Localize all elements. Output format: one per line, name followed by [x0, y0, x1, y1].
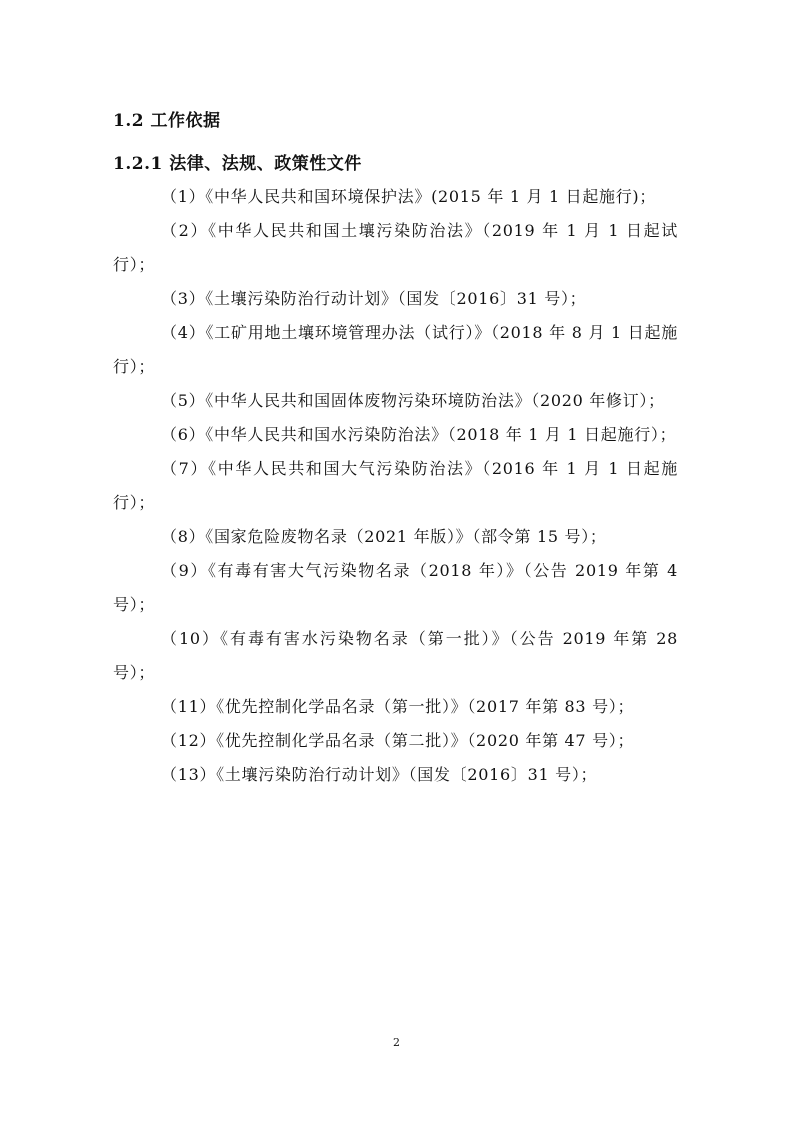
page-number: 2: [393, 1036, 400, 1049]
section-heading: 1.2 工作依据: [113, 111, 221, 131]
list-item: （13）《土壤污染防治行动计划》（国发〔2016〕31 号）；: [161, 765, 598, 784]
list-item: （1）《中华人民共和国环境保护法》(2015 年 1 月 1 日起施行)；: [161, 187, 657, 206]
list-item: （11）《优先控制化学品名录（第一批）》（2017 年第 83 号）；: [161, 697, 635, 716]
list-item: （9）《有毒有害大气污染物名录（2018 年）》（公告 2019 年第 4 号）；: [113, 561, 678, 614]
subsection-heading: 1.2.1 法律、法规、政策性文件: [113, 154, 362, 174]
list-item: （2）《中华人民共和国土壤污染防治法》（2019 年 1 月 1 日起试行）；: [113, 221, 678, 274]
list-item: （7）《中华人民共和国大气污染防治法》（2016 年 1 月 1 日起施行）；: [113, 459, 678, 512]
list-item: （8）《国家危险废物名录（2021 年版）》（部令第 15 号）；: [161, 527, 607, 546]
list-item: （10）《有毒有害水污染物名录（第一批）》（公告 2019 年第 28 号）；: [113, 629, 678, 682]
list-item: （4）《工矿用地土壤环境管理办法（试行）》（2018 年 8 月 1 日起施行）；: [113, 323, 678, 376]
list-item: （3）《土壤污染防治行动计划》（国发〔2016〕31 号）；: [161, 289, 587, 308]
list-item: （5）《中华人民共和国固体废物污染环境防治法》（2020 年修订）；: [161, 391, 665, 410]
list-item: （6）《中华人民共和国水污染防治法》（2018 年 1 月 1 日起施行）；: [161, 425, 677, 444]
regulation-list: [113, 180, 678, 792]
list-item: （12）《优先控制化学品名录（第二批）》（2020 年第 47 号）；: [161, 731, 635, 750]
